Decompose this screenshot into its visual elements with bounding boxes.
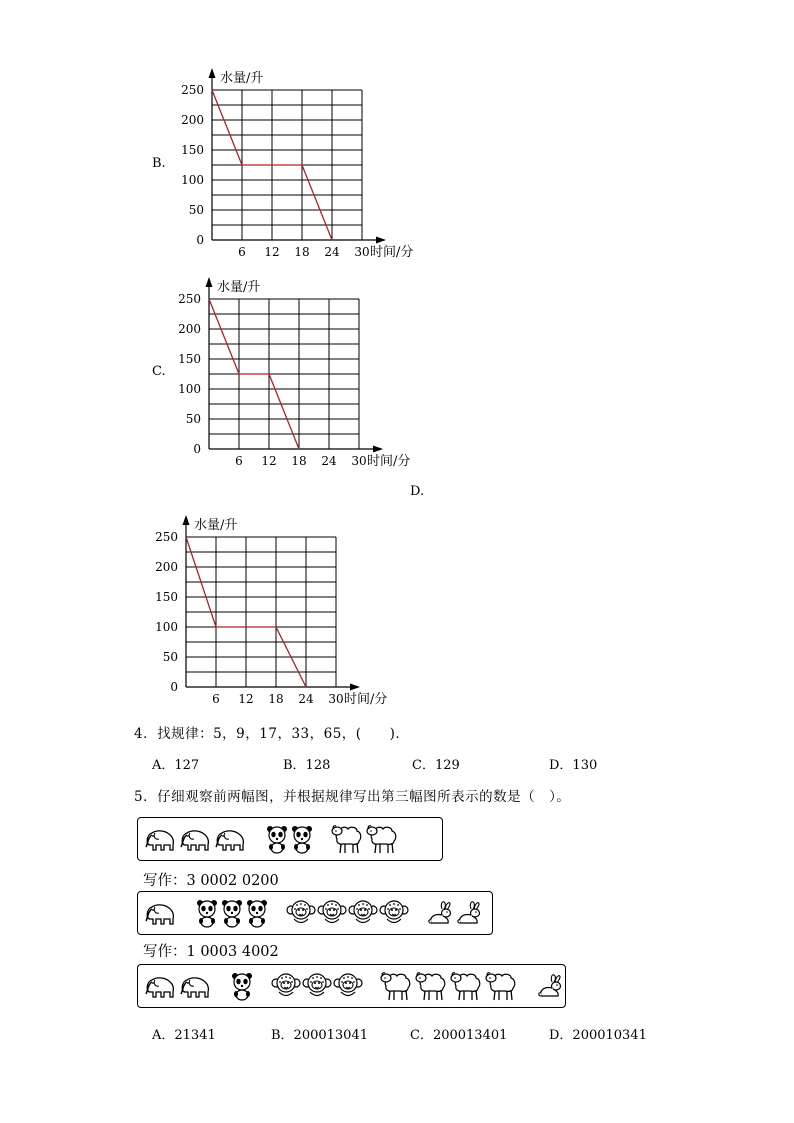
sheep-icon	[366, 823, 400, 855]
x-axis-arrow	[376, 237, 386, 244]
x-axis-label: 时间/分	[344, 692, 388, 707]
line-chart-d	[149, 509, 409, 709]
write-answer-1: 写作：3 0002 0200	[143, 873, 279, 889]
write-answer-2: 写作：1 0003 4002	[143, 944, 279, 960]
y-axis-arrow	[183, 515, 190, 525]
panda-icon	[220, 898, 244, 928]
monkey-icon	[379, 899, 409, 927]
x-tick-label: 30	[328, 692, 344, 706]
x-tick-label: 12	[264, 245, 280, 259]
y-tick-label: 100	[155, 620, 178, 634]
elephant-icon	[179, 825, 213, 853]
animal-group	[195, 898, 270, 928]
animal-group	[536, 972, 565, 1000]
option-c-label: C.	[152, 364, 166, 379]
q5-option-d: D．200010341	[549, 1028, 647, 1043]
line-chart-c	[172, 271, 432, 471]
animal-group	[230, 971, 255, 1001]
x-tick-label: 24	[298, 692, 314, 706]
x-tick-label: 18	[291, 454, 307, 468]
y-tick-label: 100	[178, 382, 201, 396]
sheep-icon	[485, 970, 519, 1002]
y-tick-label: 50	[162, 650, 178, 664]
q4-option-b: B．128	[283, 758, 331, 773]
animal-group	[286, 899, 410, 927]
y-axis-label: 水量/升	[194, 518, 238, 533]
elephant-icon	[179, 972, 213, 1000]
animal-group	[331, 823, 401, 855]
x-tick-label: 24	[324, 245, 340, 259]
animal-group	[426, 899, 484, 927]
x-tick-label: 30	[354, 245, 370, 259]
panda-icon	[195, 898, 219, 928]
y-tick-label: 0	[170, 680, 178, 694]
y-axis-arrow	[209, 68, 216, 78]
x-axis-arrow	[373, 446, 383, 453]
panda-icon	[245, 898, 269, 928]
option-b-label: B.	[152, 156, 166, 171]
x-tick-label: 12	[261, 454, 277, 468]
y-tick-label: 0	[196, 233, 204, 247]
elephant-icon	[144, 972, 178, 1000]
sheep-icon	[380, 970, 414, 1002]
monkey-icon	[302, 972, 332, 1000]
animal-group	[144, 825, 249, 853]
y-tick-label: 50	[188, 203, 204, 217]
monkey-icon	[286, 899, 316, 927]
animal-group	[144, 972, 214, 1000]
y-tick-label: 250	[155, 530, 178, 544]
animal-row	[144, 969, 565, 1003]
animal-row	[144, 896, 484, 930]
animal-group	[380, 970, 520, 1002]
x-axis-label: 时间/分	[370, 245, 414, 260]
monkey-icon	[271, 972, 301, 1000]
y-tick-label: 250	[178, 292, 201, 306]
y-tick-label: 0	[193, 442, 201, 456]
option-d-label: D.	[410, 484, 425, 499]
y-tick-label: 150	[178, 352, 201, 366]
x-tick-label: 18	[294, 245, 310, 259]
q4-option-a: A．127	[152, 758, 200, 773]
picture-strip-3	[137, 964, 566, 1008]
y-tick-label: 150	[181, 143, 204, 157]
y-axis-arrow	[206, 277, 213, 287]
x-tick-label: 12	[238, 692, 254, 706]
y-tick-label: 250	[181, 83, 204, 97]
y-axis-label: 水量/升	[220, 71, 264, 86]
rabbit-icon	[455, 899, 483, 927]
monkey-icon	[333, 972, 363, 1000]
picture-strip-1	[137, 817, 443, 861]
x-tick-label: 24	[321, 454, 337, 468]
picture-strip-2	[137, 891, 493, 935]
x-tick-label: 6	[212, 692, 220, 706]
x-tick-label: 6	[238, 245, 246, 259]
sheep-icon	[415, 970, 449, 1002]
panda-icon	[265, 824, 289, 854]
rabbit-icon	[536, 972, 564, 1000]
x-tick-label: 6	[235, 454, 243, 468]
animal-row	[144, 822, 401, 856]
q5-option-c: C．200013401	[410, 1028, 508, 1043]
q4-option-c: C．129	[412, 758, 460, 773]
sheep-icon	[331, 823, 365, 855]
y-tick-label: 50	[185, 412, 201, 426]
x-axis-arrow	[350, 684, 360, 691]
monkey-icon	[317, 899, 347, 927]
animal-group	[271, 972, 364, 1000]
elephant-icon	[144, 825, 178, 853]
animal-group	[265, 824, 315, 854]
y-axis-label: 水量/升	[217, 280, 261, 295]
panda-icon	[230, 971, 254, 1001]
sheep-icon	[450, 970, 484, 1002]
panda-icon	[290, 824, 314, 854]
x-tick-label: 18	[268, 692, 284, 706]
q4-option-d: D．130	[549, 758, 598, 773]
x-axis-label: 时间/分	[367, 454, 411, 469]
question-4-text: 4．找规律：5，9，17，33，65，( )．	[134, 726, 410, 742]
x-tick-label: 30	[351, 454, 367, 468]
elephant-icon	[214, 825, 248, 853]
y-tick-label: 200	[181, 113, 204, 127]
y-tick-label: 200	[155, 560, 178, 574]
animal-group	[144, 899, 179, 927]
elephant-icon	[144, 899, 178, 927]
y-tick-label: 150	[155, 590, 178, 604]
monkey-icon	[348, 899, 378, 927]
question-5-text: 5．仔细观察前两幅图，并根据规律写出第三幅图所表示的数是（ ）。	[134, 789, 571, 805]
q5-option-b: B．200013041	[271, 1028, 368, 1043]
y-tick-label: 200	[178, 322, 201, 336]
line-chart-b	[175, 62, 435, 262]
q5-option-a: A．21341	[152, 1028, 216, 1043]
y-tick-label: 100	[181, 173, 204, 187]
rabbit-icon	[426, 899, 454, 927]
